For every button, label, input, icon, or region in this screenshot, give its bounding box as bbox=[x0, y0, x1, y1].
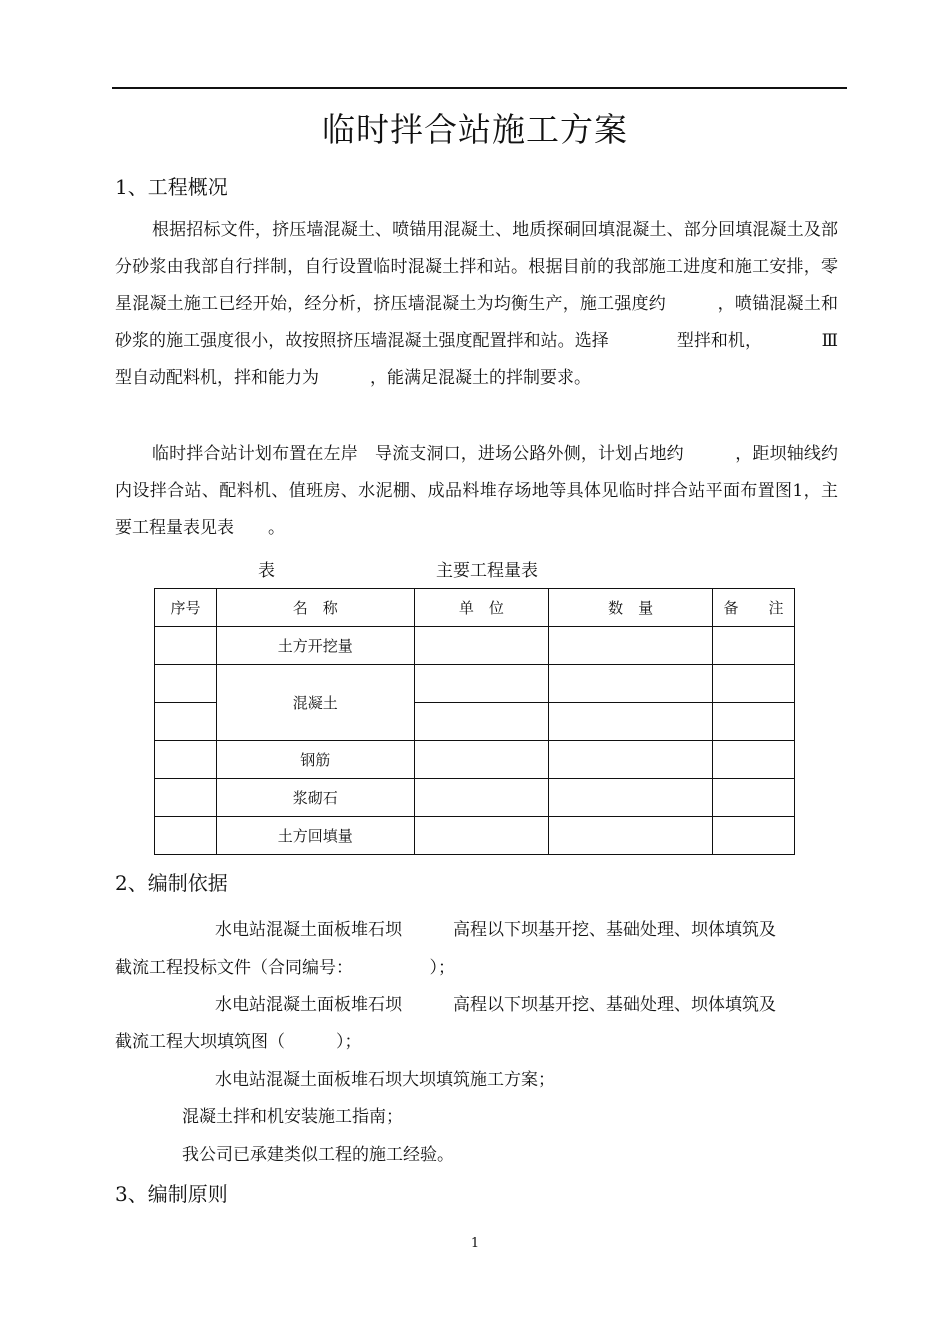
page-number: 1 bbox=[470, 1236, 480, 1251]
table-cell bbox=[414, 627, 549, 665]
row-name: 土方开挖量 bbox=[216, 627, 414, 665]
table-cell bbox=[414, 779, 549, 817]
table-row bbox=[155, 627, 795, 665]
basis-item-5: 我公司已承建类似工程的施工经验。 bbox=[182, 1145, 454, 1165]
table-cell bbox=[155, 665, 217, 703]
basis-item-2-line-1: 水电站混凝土面板堆石坝 高程以下坝基开挖、基础处理、坝体填筑及 bbox=[215, 995, 776, 1015]
header-qty: 数 量 bbox=[549, 589, 713, 627]
table-caption-prefix: 表 bbox=[258, 561, 275, 581]
table-cell bbox=[713, 741, 795, 779]
basis-item-2-line-2: 截流工程大坝填筑图（ ）； bbox=[115, 1032, 362, 1052]
table-cell bbox=[549, 779, 713, 817]
table-header-row bbox=[155, 589, 795, 627]
table-row bbox=[155, 779, 795, 817]
overview-paragraph-2: 临时拌合站计划布置在左岸 导流支洞口，进场公路外侧，计划占地约 ，距坝轴线约 内设拌合站、配料机、值班房、水泥棚、成品料堆存场地等具体见临时拌合站平面布置图1，主要工程量表见表 。 bbox=[115, 444, 889, 538]
section-heading-overview: 1、工程概况 bbox=[115, 175, 228, 199]
table-cell bbox=[549, 741, 713, 779]
row-name: 混凝土 bbox=[216, 665, 414, 741]
basis-item-1-line-2: 截流工程投标文件（合同编号： ）； bbox=[115, 958, 455, 978]
header-unit: 单 位 bbox=[414, 589, 549, 627]
header-no: 序号 bbox=[155, 589, 217, 627]
table-cell bbox=[414, 665, 549, 703]
table-cell bbox=[713, 817, 795, 855]
table-cell bbox=[713, 665, 795, 703]
table-cell bbox=[713, 779, 795, 817]
header-remark: 备 注 bbox=[713, 589, 795, 627]
table-cell bbox=[713, 627, 795, 665]
basis-item-3: 水电站混凝土面板堆石坝大坝填筑施工方案； bbox=[215, 1070, 555, 1090]
table-cell bbox=[155, 703, 217, 741]
table-cell bbox=[414, 741, 549, 779]
header-rule bbox=[112, 87, 847, 89]
table-row bbox=[155, 665, 795, 703]
table-cell bbox=[155, 627, 217, 665]
table-cell bbox=[549, 703, 713, 741]
table-cell bbox=[414, 817, 549, 855]
row-name: 土方回填量 bbox=[216, 817, 414, 855]
table-row bbox=[155, 741, 795, 779]
row-name: 浆砌石 bbox=[216, 779, 414, 817]
table-cell bbox=[549, 665, 713, 703]
table-cell bbox=[549, 627, 713, 665]
basis-item-4: 混凝土拌和机安装施工指南； bbox=[182, 1107, 403, 1127]
table-cell bbox=[155, 779, 217, 817]
overview-paragraph-1: 根据招标文件，挤压墙混凝土、喷锚用混凝土、地质探硐回填混凝土、部分回填混凝土及部分砂浆由我部自行拌制，自行设置临时混凝土拌和站。根据目前的我部施工进度和施工安排，零星混凝土施工已经开始，经分析，挤压墙混凝土为均衡生产，施工强度约 ，喷锚混凝土和砂浆的施工强度很小，故按照挤压墙混凝土强度配置拌和站。选择 型拌和机， Ⅲ型自动配料机，拌和能力为 ，能满足混凝土的拌制要求。 bbox=[115, 220, 838, 388]
table-row bbox=[155, 817, 795, 855]
basis-item-1-line-1: 水电站混凝土面板堆石坝 高程以下坝基开挖、基础处理、坝体填筑及 bbox=[215, 920, 776, 940]
header-name: 名 称 bbox=[216, 589, 414, 627]
table-cell bbox=[549, 817, 713, 855]
quantity-table bbox=[154, 588, 795, 855]
table-cell bbox=[713, 703, 795, 741]
table-cell bbox=[414, 703, 549, 741]
table-caption-title: 主要工程量表 bbox=[436, 561, 538, 581]
table-cell bbox=[155, 741, 217, 779]
section-heading-basis: 2、编制依据 bbox=[115, 871, 228, 895]
document-title: 临时拌合站施工方案 bbox=[322, 110, 628, 149]
row-name: 钢筋 bbox=[216, 741, 414, 779]
table-cell bbox=[155, 817, 217, 855]
section-heading-principles: 3、编制原则 bbox=[115, 1182, 228, 1206]
